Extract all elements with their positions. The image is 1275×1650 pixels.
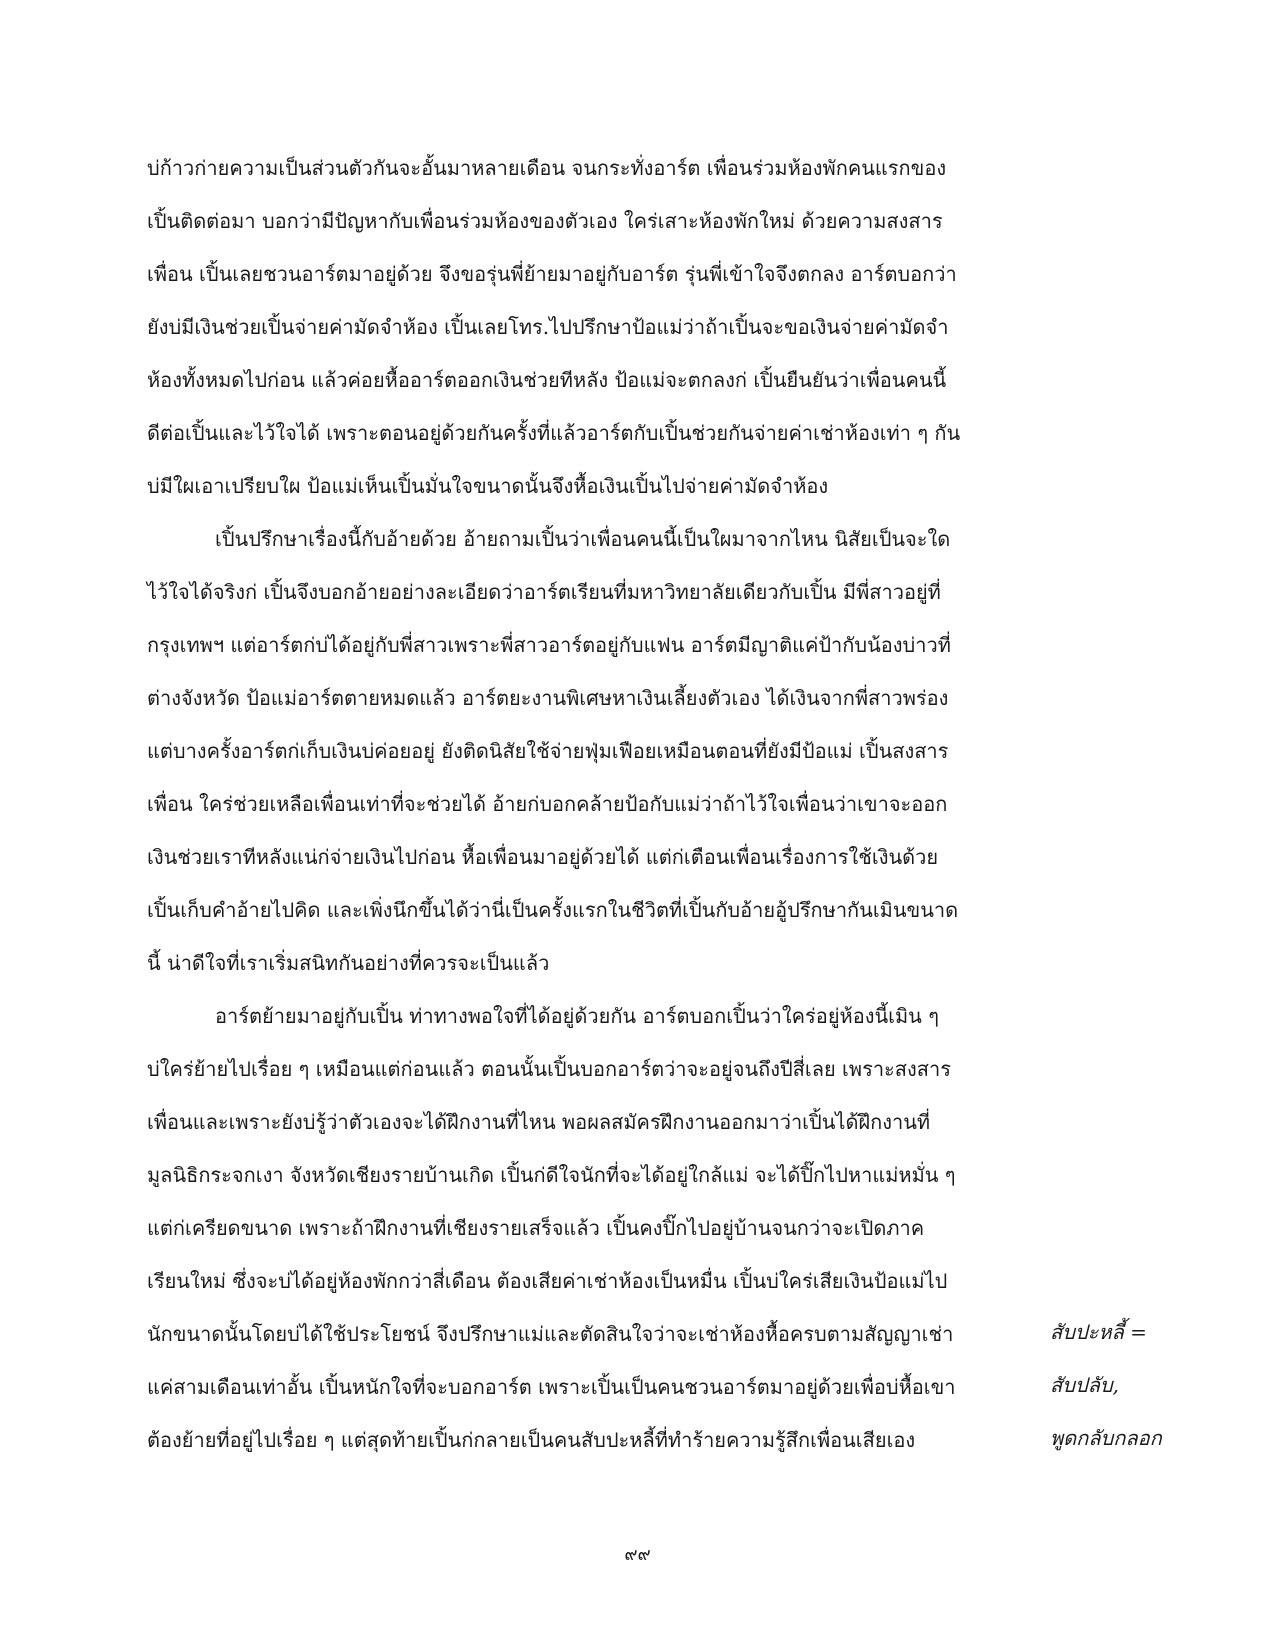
margin-note-line: สับปลับ, (1050, 1373, 1119, 1397)
text-line: เพื่อนและเพราะยังบ่รู้ว่าตัวเองจะได้ฝึกงานที่ไหน พอผลสมัครฝึกงานออกมาว่าเปิ้นได้ฝึกงานที่ (147, 1110, 931, 1134)
text-line: เปิ้นเก็บคำอ้ายไปคิด และเพิ่งนึกขึ้นได้ว่านี่เป็นครั้งแรกในชีวิตที่เปิ้นกับอ้ายอู้ปรึกษากันเมินขนาด (147, 898, 959, 922)
text-line: ดีต่อเปิ้นและไว้ใจได้ เพราะตอนอยู่ด้วยกันครั้งที่แล้วอาร์ตกับเปิ้นช่วยกันจ่ายค่าเช่าห้องเท่า ๆ กัน (147, 421, 961, 445)
text-line: เปิ้นติดต่อมา บอกว่ามีปัญหากับเพื่อนร่วมห้องของตัวเอง ใคร่เสาะห้องพักใหม่ ด้วยความสงสาร (147, 209, 943, 233)
text-line: เปิ้นปรึกษาเรื่องนี้กับอ้ายด้วย อ้ายถามเปิ้นว่าเพื่อนคนนี้เป็นใผมาจากไหน นิสัยเป็นจะใด (215, 527, 951, 551)
text-line: ต่างจังหวัด ป้อแม่อาร์ตตายหมดแล้ว อาร์ตยะงานพิเศษหาเงินเลี้ยงตัวเอง ได้เงินจากพี่สาวพร่อง (147, 686, 949, 710)
text-line: ห้องทั้งหมดไปก่อน แล้วค่อยหื้ออาร์ตออกเงินช่วยทีหลัง ป้อแม่จะตกลงก่ เปิ้นยืนยันว่าเพื่อนคนนี้ (147, 368, 947, 392)
text-line: เรียนใหม่ ซึ่งจะบ่ได้อยู่ห้องพักกว่าสี่เดือน ต้องเสียค่าเช่าห้องเป็นหมื่น เปิ้นบ่ใคร่เสียเงินป้อแม่ไป (147, 1269, 948, 1293)
text-line: เพื่อน ใคร่ช่วยเหลือเพื่อนเท่าที่จะช่วยได้ อ้ายก่บอกคล้ายป้อกับแม่ว่าถ้าไว้ใจเพื่อนว่าเขาจะออก (147, 792, 948, 816)
body-text (147, 150, 1007, 1475)
text-line: แต่บางครั้งอาร์ตก่เก็บเงินบ่ค่อยอยู่ ยังติดนิสัยใช้จ่ายฟุ่มเฟือยเหมือนตอนที่ยังมีป้อแม่ เปิ้นสงสาร (147, 739, 949, 763)
text-line: เงินช่วยเราทีหลังแน่ก่จ่ายเงินไปก่อน หื้อเพื่อนมาอยู่ด้วยได้ แต่ก่เตือนเพื่อนเรื่องการใช้เงินด้วย (147, 845, 939, 869)
text-line: แค่สามเดือนเท่าอั้น เปิ้นหนักใจที่จะบอกอาร์ต เพราะเปิ้นเป็นคนชวนอาร์ตมาอยู่ด้วยเพื่อบ่หื้อเขา (147, 1375, 956, 1399)
text-line: มูลนิธิกระจกเงา จังหวัดเชียงรายบ้านเกิด เปิ้นก่ดีใจนักที่จะได้อยู่ใกล้แม่ จะได้ปิ๊กไปหาแม่หมั่น ๆ (147, 1163, 956, 1187)
margin-note-line: สับปะหลี้ = (1050, 1320, 1147, 1344)
text-line: กรุงเทพฯ แต่อาร์ตก่บ่ได้อยู่กับพี่สาวเพราะพี่สาวอาร์ตอยู่กับแฟน อาร์ตมีญาติแค่ป้ากับน้องบ่าวที่ (147, 633, 951, 657)
paragraph-1 (147, 150, 1007, 521)
text-line: เพื่อน เปิ้นเลยชวนอาร์ตมาอยู่ด้วย จึงขอรุ่นพี่ย้ายมาอยู่กับอาร์ต รุ่นพี่เข้าใจจึงตกลง อาร์ตบอกว่า (147, 262, 957, 286)
margin-note-line: พูดกลับกลอก (1050, 1426, 1162, 1450)
text-line: บ่มีใผเอาเปรียบใผ ป้อแม่เห็นเปิ้นมั่นใจขนาดนั้นจึงหื้อเงินเปิ้นไปจ่ายค่ามัดจำห้อง (147, 474, 829, 498)
text-line: บ่ใคร่ย้ายไปเรื่อย ๆ เหมือนแต่ก่อนแล้ว ตอนนั้นเปิ้นบอกอาร์ตว่าจะอยู่จนถึงปีสี่เลย เพราะสงสาร (147, 1057, 951, 1081)
text-line: ยังบ่มีเงินช่วยเปิ้นจ่ายค่ามัดจำห้อง เปิ้นเลยโทร.ไปปรึกษาป้อแม่ว่าถ้าเปิ้นจะขอเงินจ่ายค่ามัดจำ (147, 315, 949, 339)
text-line: อาร์ตย้ายมาอยู่กับเปิ้น ท่าทางพอใจที่ได้อยู่ด้วยกัน อาร์ตบอกเปิ้นว่าใคร่อยู่ห้องนี้เมิน ๆ (215, 1004, 939, 1028)
text-line: แต่ก่เครียดขนาด เพราะถ้าฝึกงานที่เชียงรายเสร็จแล้ว เปิ้นคงปิ๊กไปอยู่บ้านจนกว่าจะเปิดภาค (147, 1216, 925, 1240)
text-line: นี้ น่าดีใจที่เราเริ่มสนิทกันอย่างที่ควรจะเป็นแล้ว (147, 951, 550, 975)
paragraph-3 (147, 998, 1007, 1475)
text-line: ไว้ใจได้จริงก่ เปิ้นจึงบอกอ้ายอย่างละเอียดว่าอาร์ตเรียนที่มหาวิทยาลัยเดียวกับเปิ้น มีพี่สาวอยู่ที่ (147, 580, 941, 604)
text-line: ต้องย้ายที่อยู่ไปเรื่อย ๆ แต่สุดท้ายเปิ้นก่กลายเป็นคนสับปะหลี้ที่ทำร้ายความรู้สึกเพื่อนเสียเอง (147, 1428, 916, 1452)
text-line: บ่ก้าวก่ายความเป็นส่วนตัวกันจะอั้นมาหลายเดือน จนกระทั่งอาร์ต เพื่อนร่วมห้องพักคนแรกของ (147, 156, 947, 180)
text-line: นักขนาดนั้นโดยบ่ได้ใช้ประโยชน์ จึงปรึกษาแม่และตัดสินใจว่าจะเช่าห้องหื้อครบตามสัญญาเช่า (147, 1322, 954, 1346)
paragraph-2 (147, 521, 1007, 998)
page-number: ๙๙ (624, 1544, 651, 1565)
margin-note (1050, 1314, 1250, 1473)
